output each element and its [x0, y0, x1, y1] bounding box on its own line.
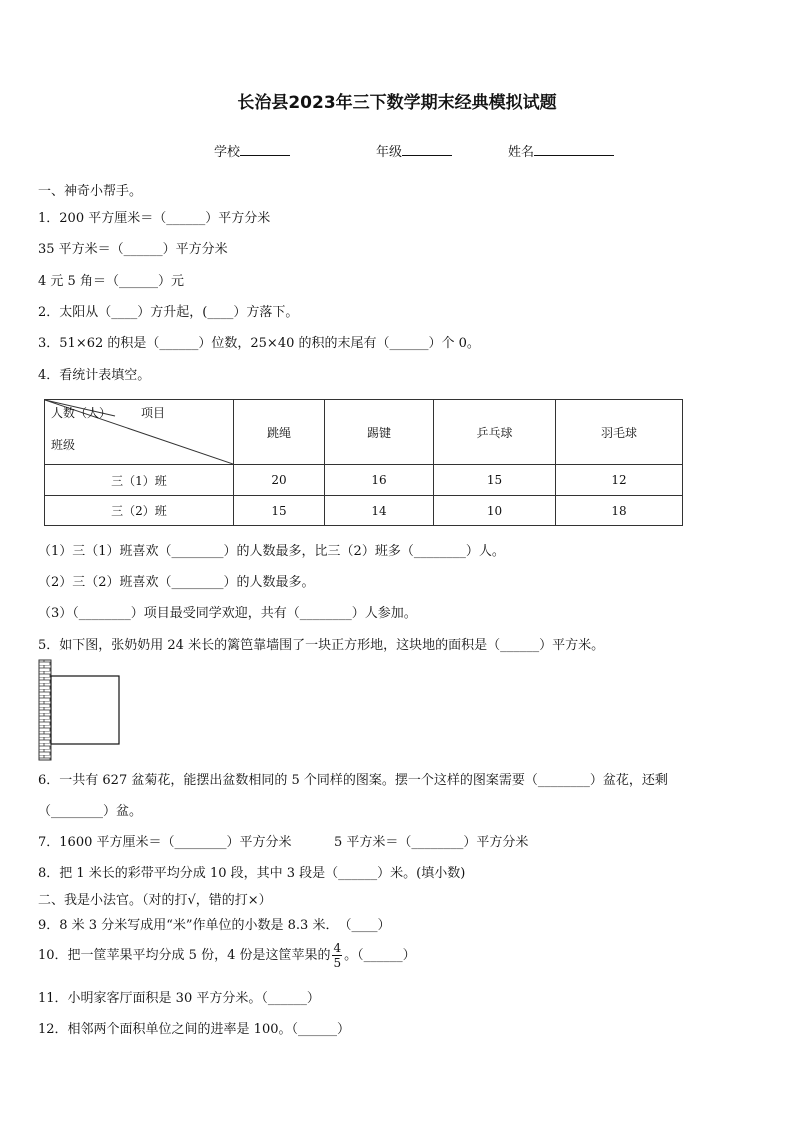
- table-cell: 15: [234, 496, 325, 526]
- table-header-cell: 乒乓球: [434, 400, 556, 465]
- page-title: 长治县2023年三下数学期末经典模拟试题: [237, 93, 557, 113]
- question-6-line-1: 6．一共有 627 盆菊花，能摆出盆数相同的 5 个同样的图案。摆一个这样的图案需要（________）盆花，还剩: [38, 773, 668, 788]
- corner-label-item: 项目: [141, 406, 166, 420]
- section-1-heading: 一、神奇小帮手。: [38, 184, 143, 199]
- table-class-cell: 三（1）班: [45, 465, 234, 496]
- name-label: 姓名: [508, 145, 535, 160]
- grade-label: 年级: [376, 145, 403, 160]
- question-1b: 35 平方米＝（______）平方分米: [38, 242, 228, 257]
- brick-wall: [39, 660, 51, 760]
- question-9: 9．8 米 3 分米写成用“米”作单位的小数是 8.3 米． （____）: [38, 918, 391, 933]
- question-6-line-2: （________）盆。: [38, 804, 143, 819]
- question-4-sub-3: （3）（________）项目最受同学欢迎，共有（________）人参加。: [38, 606, 417, 621]
- question-8: 8．把 1 米长的彩带平均分成 10 段，其中 3 段是（______）米。(填小数): [38, 866, 466, 881]
- table-header-row: [45, 400, 683, 465]
- table-cell: 18: [556, 496, 683, 526]
- fraction-four-fifths: [332, 941, 342, 970]
- name-blank: [534, 143, 614, 156]
- school-label: 学校: [214, 145, 241, 160]
- question-3: 3．51×62 的积是（______）位数，25×40 的积的末尾有（______）个 0。: [38, 336, 480, 351]
- school-field: [214, 141, 290, 160]
- question-2: 2．太阳从（____）方升起，(____）方落下。: [38, 305, 299, 320]
- statistics-table: [44, 399, 683, 526]
- table-class-cell: 三（2）班: [45, 496, 234, 526]
- fraction-denominator: 5: [333, 956, 342, 970]
- table-corner-cell: [45, 400, 234, 465]
- table-cell: 20: [234, 465, 325, 496]
- question-5: 5．如下图，张奶奶用 24 米长的篱笆靠墙围了一块正方形地，这块地的面积是（______）平方米。: [38, 638, 605, 653]
- fence-wall-figure: [38, 659, 122, 761]
- fraction-numerator: 4: [333, 941, 342, 955]
- question-7a: 7．1600 平方厘米＝（________）平方分米: [38, 835, 292, 850]
- question-4-sub-1: （1）三（1）班喜欢（________）的人数最多，比三（2）班多（________）人。: [38, 544, 505, 559]
- section-2-heading: 二、我是小法官。（对的打√，错的打×）: [38, 893, 272, 908]
- question-1a: 1．200 平方厘米＝（______）平方分米: [38, 211, 271, 226]
- question-10: [38, 941, 416, 970]
- table-cell: 15: [434, 465, 556, 496]
- question-10-blank: 。（______）: [344, 948, 416, 963]
- table-header-cell: 跳绳: [234, 400, 325, 465]
- question-12: 12．相邻两个面积单位之间的进率是 100。（______）: [38, 1022, 350, 1037]
- corner-label-class: 班级: [51, 438, 76, 452]
- table-header-cell: 踢键: [325, 400, 434, 465]
- question-11: 11．小明家客厅面积是 30 平方分米。（______）: [38, 991, 320, 1006]
- table-cell: 12: [556, 465, 683, 496]
- question-10-text: 10．把一筐苹果平均分成 5 份，4 份是这筐苹果的: [38, 948, 331, 963]
- table-cell: 14: [325, 496, 434, 526]
- name-field: [508, 141, 614, 160]
- corner-label-count: 人数（人）: [51, 406, 112, 420]
- table-cell: 10: [434, 496, 556, 526]
- table-row: [45, 496, 683, 526]
- table-header-cell: 羽毛球: [556, 400, 683, 465]
- table-cell: 16: [325, 465, 434, 496]
- school-blank: [240, 143, 290, 156]
- question-4-sub-2: （2）三（2）班喜欢（________）的人数最多。: [38, 575, 315, 590]
- table-row: [45, 465, 683, 496]
- question-4: 4．看统计表填空。: [38, 368, 151, 383]
- question-1c: 4 元 5 角＝（______）元: [38, 274, 184, 289]
- question-7b: 5 平方米＝（________）平方分米: [334, 835, 529, 850]
- grade-field: [376, 141, 452, 160]
- square-plot: [51, 676, 119, 744]
- grade-blank: [402, 143, 452, 156]
